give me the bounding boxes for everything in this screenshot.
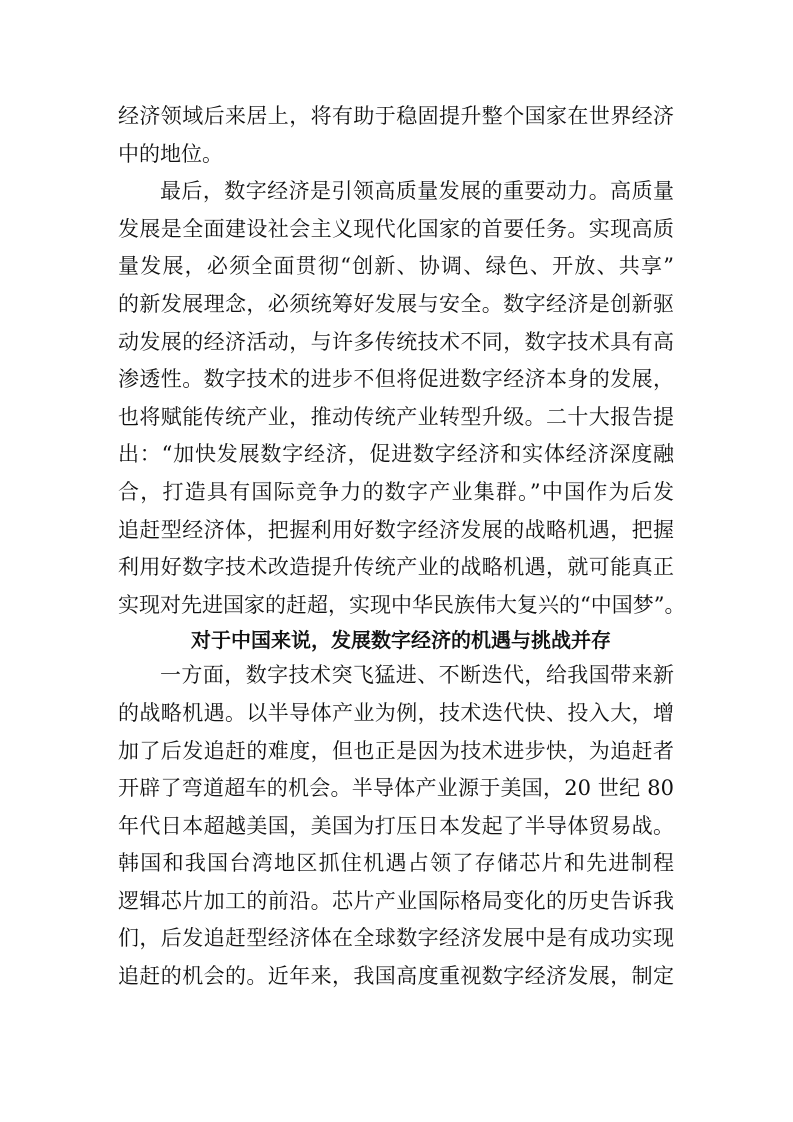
paragraph	[118, 173, 686, 624]
text-line: 渗透性。数字技术的进步不但将促进数字经济本身的发展，	[118, 367, 674, 392]
text-line: 年代日本超越美国，美国为打压日本发起了半导体贸易战。	[118, 813, 674, 838]
text-line: 加了后发追赶的难度，但也正是因为技术进步快，为追赶者	[118, 738, 674, 763]
document-page	[118, 98, 686, 996]
text-line: 韩国和我国台湾地区抓住机遇占领了存储芯片和先进制程	[118, 851, 674, 876]
text-line: 的新发展理念，必须统筹好发展与安全。数字经济是创新驱	[118, 291, 674, 316]
text-line: 发展是全面建设社会主义现代化国家的首要任务。实现高质	[118, 216, 674, 241]
text-line: 最后，数字经济是引领高质量发展的重要动力。高质量	[160, 179, 674, 204]
paragraph	[118, 98, 674, 173]
text-line: 追赶型经济体，把握利用好数字经济发展的战略机遇，把握	[118, 517, 674, 542]
text-line: 开辟了弯道超车的机会。半导体产业源于美国，20 世纪 80	[118, 776, 674, 801]
text-line: 利用好数字技术改造提升传统产业的战略机遇，就可能真正	[118, 555, 674, 580]
text-line: 也将赋能传统产业，推动传统产业转型升级。二十大报告提	[118, 404, 674, 429]
text-line: 经济领域后来居上，将有助于稳固提升整个国家在世界经济	[118, 104, 674, 128]
text-line: 中的地位。	[118, 141, 223, 166]
text-line: 的战略机遇。以半导体产业为例，技术迭代快、投入大，增	[118, 700, 674, 725]
text-line: 追赶的机会的。近年来，我国高度重视数字经济发展，制定	[118, 964, 674, 989]
text-line: 们，后发追赶型经济体在全球数字经济发展中是有成功实现	[118, 926, 674, 951]
paragraph	[118, 657, 674, 995]
section-heading: 对于中国来说，发展数字经济的机遇与挑战并存	[191, 628, 611, 653]
text-line: 量发展，必须全面贯彻“创新、协调、绿色、开放、共享”	[118, 254, 674, 279]
text-line: 实现对先进国家的赶超，实现中华民族伟大复兴的“中国梦”。	[118, 592, 686, 617]
text-line: 合，打造具有国际竞争力的数字产业集群。”中国作为后发	[118, 479, 674, 504]
text-line: 逻辑芯片加工的前沿。芯片产业国际格局变化的历史告诉我	[118, 888, 674, 913]
text-line: 出：“加快发展数字经济，促进数字经济和实体经济深度融	[118, 442, 674, 467]
text-line: 动发展的经济活动，与许多传统技术不同，数字技术具有高	[118, 329, 674, 354]
text-line: 一方面，数字技术突飞猛进、不断迭代，给我国带来新	[160, 663, 674, 688]
